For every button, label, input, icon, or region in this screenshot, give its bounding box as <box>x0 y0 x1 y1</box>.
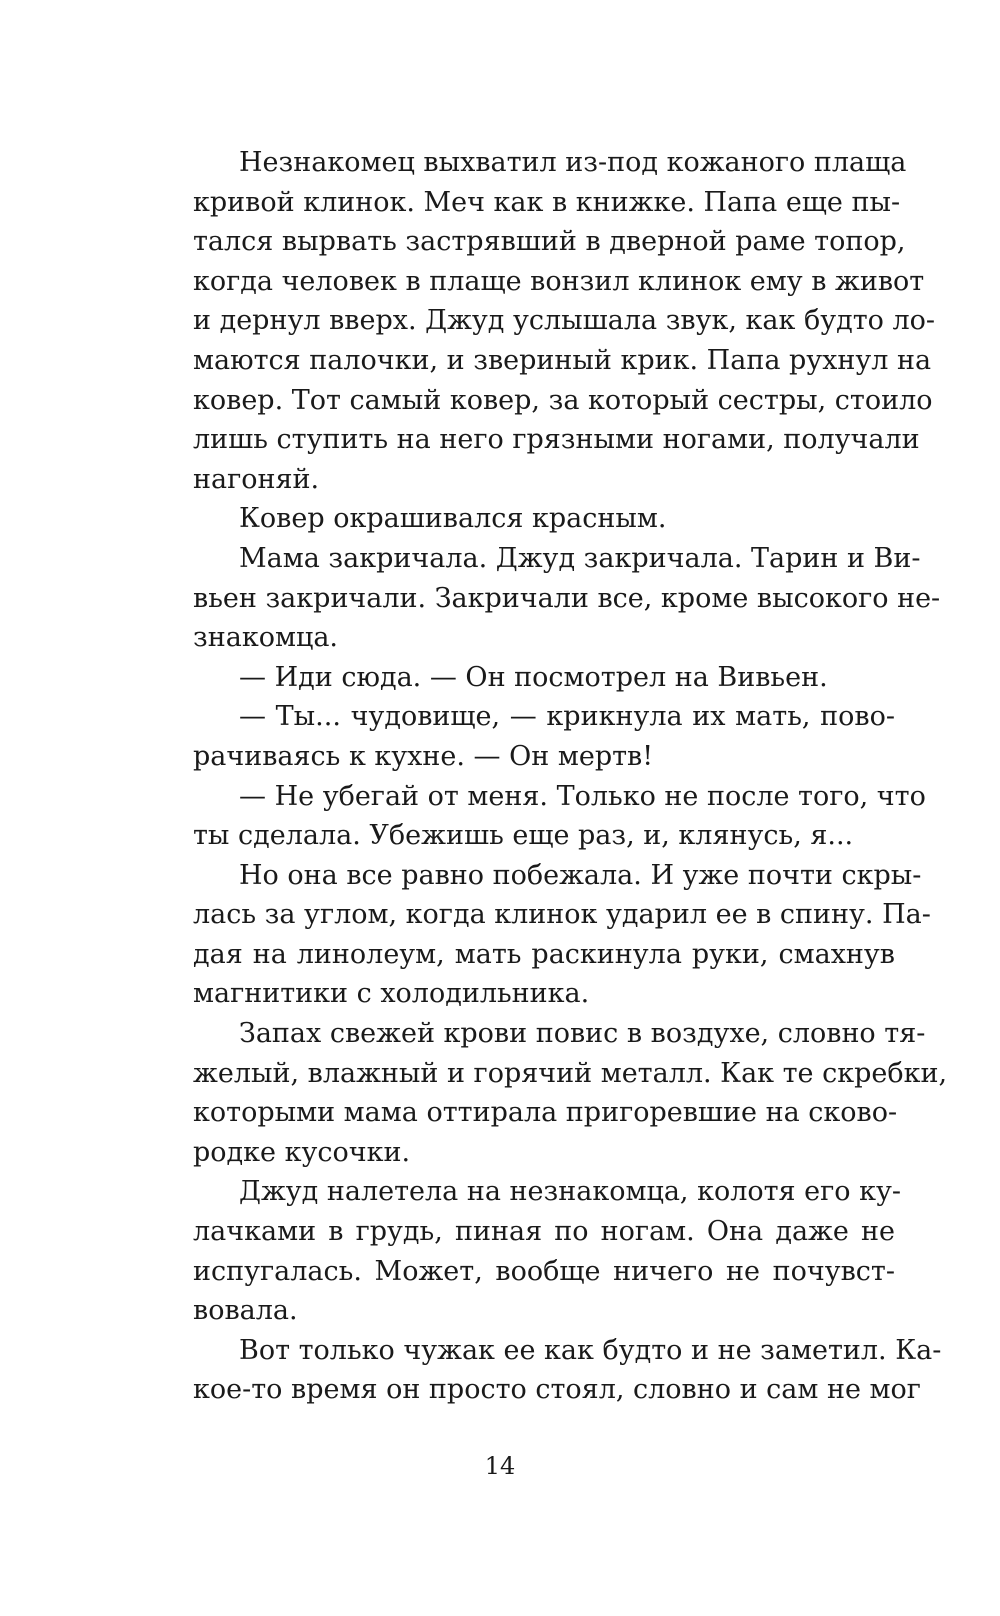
text-line: вьен закричали. Закричали все, кроме высокого не- <box>193 582 941 614</box>
text-line: ты сделала. Убежишь еще раз, и, клянусь, я... <box>193 820 854 852</box>
text-line: испугалась. Может, вообще ничего не почувст- <box>193 1255 895 1287</box>
text-line: нагоняй. <box>193 463 320 495</box>
text-line: тался вырвать застрявший в дверной раме топор, <box>193 226 906 258</box>
text-line: желый, влажный и горячий металл. Как те скребки, <box>193 1057 948 1089</box>
text-line: — Не убегай от меня. Только не после того, что <box>239 780 926 812</box>
body-text <box>193 143 948 1410</box>
text-line: вовала. <box>193 1295 298 1327</box>
text-line: дая на линолеум, мать раскинула руки, смахнув <box>193 938 895 970</box>
text-line: — Ты... чудовище, — крикнула их мать, пово- <box>239 701 895 733</box>
text-line: — Иди сюда. — Он посмотрел на Вивьен. <box>239 661 828 693</box>
text-line: лишь ступить на него грязными ногами, получали <box>193 424 920 456</box>
text-line: лась за углом, когда клинок ударил ее в спину. Па- <box>193 899 931 931</box>
text-line: Незнакомец выхватил из-под кожаного плаща <box>239 147 907 178</box>
text-line: знакомца. <box>193 622 338 654</box>
text-line: ковер. Тот самый ковер, за который сестры, стоило <box>193 384 933 416</box>
text-line: Джуд налетела на незнакомца, колотя его ку- <box>239 1176 902 1208</box>
text-line: родке кусочки. <box>193 1136 411 1168</box>
text-line: кривой клинок. Меч как в книжке. Папа еще пы- <box>193 186 901 218</box>
page-number: 14 <box>484 1452 516 1480</box>
text-line: рачиваясь к кухне. — Он мертв! <box>193 740 654 772</box>
text-line: Но она все равно побежала. И уже почти скры- <box>239 859 922 891</box>
text-line: Ковер окрашивался красным. <box>239 503 667 535</box>
text-line: которыми мама оттирала пригоревшие на сково- <box>193 1097 898 1129</box>
text-line: Вот только чужак ее как будто и не заметил. Ка- <box>239 1334 942 1366</box>
text-line: кое-то время он просто стоял, словно и сам не мог <box>193 1374 921 1406</box>
text-line: лачками в грудь, пиная по ногам. Она даже не <box>193 1216 895 1248</box>
text-line: Мама закричала. Джуд закричала. Тарин и Ви- <box>239 542 921 574</box>
text-line: и дернул вверх. Джуд услышала звук, как будто ло- <box>193 305 936 337</box>
text-line: магнитики с холодильника. <box>193 978 590 1010</box>
text-line: когда человек в плаще вонзил клинок ему в живот <box>193 265 925 297</box>
text-line: Запах свежей крови повис в воздухе, словно тя- <box>239 1018 926 1050</box>
text-line: маются палочки, и звериный крик. Папа рухнул на <box>193 344 932 376</box>
